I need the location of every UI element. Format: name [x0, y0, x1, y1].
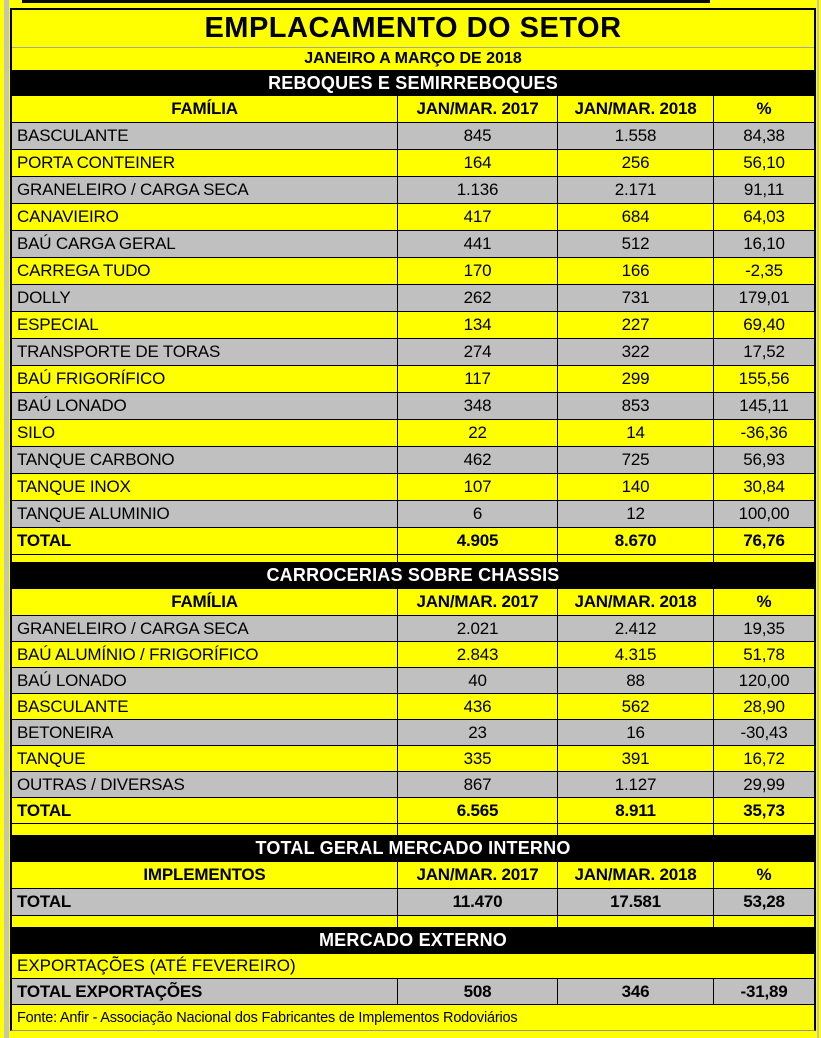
family-cell: CANAVIEIRO — [17, 207, 119, 226]
value-2018-cell: 322 — [557, 339, 713, 365]
column-header-percent: % — [713, 589, 814, 615]
section-carrocerias — [12, 562, 814, 823]
spacer-cell — [12, 916, 397, 927]
value-2018-cell: 88 — [557, 668, 713, 693]
table-row — [12, 149, 814, 176]
percent-cell: 91,11 — [713, 177, 814, 203]
column-header-row — [12, 861, 814, 888]
percent-cell: 179,01 — [713, 285, 814, 311]
family-cell: GRANELEIRO / CARGA SECA — [17, 618, 249, 638]
table-row — [12, 500, 814, 527]
percent-cell: 53,28 — [713, 889, 814, 915]
table-row — [12, 365, 814, 392]
total-label: TOTAL EXPORTAÇÕES — [17, 981, 203, 1001]
percent-cell: 155,56 — [713, 366, 814, 392]
page-title: EMPLACAMENTO DO SETOR — [204, 12, 622, 44]
percent-cell: 56,93 — [713, 447, 814, 473]
percent-cell: 69,40 — [713, 312, 814, 338]
value-2017-cell: 462 — [397, 447, 557, 473]
column-header-percent: % — [713, 862, 814, 888]
value-2018-cell: 14 — [557, 420, 713, 446]
percent-cell: 19,35 — [713, 616, 814, 641]
value-2018-cell: 140 — [557, 474, 713, 500]
value-2017-cell: 107 — [397, 474, 557, 500]
spacer-cell — [397, 555, 557, 562]
column-header-2018: JAN/MAR. 2018 — [557, 96, 713, 122]
table-row — [12, 122, 814, 149]
total-row — [12, 797, 814, 823]
value-2018-cell: 4.315 — [557, 642, 713, 667]
value-2018-cell: 17.581 — [557, 889, 713, 915]
family-cell: OUTRAS / DIVERSAS — [17, 774, 185, 794]
value-2018-cell: 391 — [557, 746, 713, 771]
table-row — [12, 667, 814, 693]
family-cell: SILO — [17, 423, 55, 442]
table-row — [12, 615, 814, 641]
value-2017-cell: 417 — [397, 204, 557, 230]
spacer-cell — [397, 916, 557, 927]
spacer-cell — [12, 824, 397, 835]
value-2017-cell: 164 — [397, 150, 557, 176]
value-2018-cell: 725 — [557, 447, 713, 473]
value-2018-cell: 227 — [557, 312, 713, 338]
percent-cell: 17,52 — [713, 339, 814, 365]
value-2017-cell: 845 — [397, 123, 557, 149]
value-2018-cell: 2.412 — [557, 616, 713, 641]
family-cell: TANQUE INOX — [17, 477, 131, 496]
value-2018-cell: 1.558 — [557, 123, 713, 149]
spacer-cell — [557, 824, 713, 835]
value-2017-cell: 262 — [397, 285, 557, 311]
value-2018-cell: 562 — [557, 694, 713, 719]
value-2017-cell: 4.905 — [397, 528, 557, 554]
family-cell: BAÚ LONADO — [17, 396, 127, 415]
percent-cell: 84,38 — [713, 123, 814, 149]
value-2018-cell: 512 — [557, 231, 713, 257]
family-cell: DOLLY — [17, 288, 71, 307]
percent-cell: 51,78 — [713, 642, 814, 667]
value-2017-cell: 23 — [397, 720, 557, 745]
spacer-cell — [713, 824, 814, 835]
spacer-row — [12, 915, 814, 927]
percent-cell: -31,89 — [713, 979, 814, 1004]
section-header: CARROCERIAS SOBRE CHASSIS — [12, 562, 814, 588]
value-2017-cell: 22 — [397, 420, 557, 446]
value-2017-cell: 11.470 — [397, 889, 557, 915]
family-cell: BAÚ LONADO — [17, 670, 127, 690]
table-row — [12, 719, 814, 745]
column-header-2017: JAN/MAR. 2017 — [397, 589, 557, 615]
value-2017-cell: 6 — [397, 501, 557, 527]
total-label: TOTAL — [17, 892, 72, 911]
section-header-mercado-externo: MERCADO EXTERNO — [12, 927, 814, 953]
value-2018-cell: 346 — [557, 979, 713, 1004]
percent-cell: 145,11 — [713, 393, 814, 419]
percent-cell: -2,35 — [713, 258, 814, 284]
spacer-cell — [713, 555, 814, 562]
section-header: REBOQUES E SEMIRREBOQUES — [12, 70, 814, 95]
percent-cell: 16,10 — [713, 231, 814, 257]
value-2017-cell: 867 — [397, 772, 557, 797]
value-2017-cell: 40 — [397, 668, 557, 693]
column-header-percent: % — [713, 96, 814, 122]
percent-cell: 29,99 — [713, 772, 814, 797]
column-header-2017: JAN/MAR. 2017 — [397, 96, 557, 122]
total-geral-row — [12, 888, 814, 915]
family-cell: ESPECIAL — [17, 315, 99, 334]
family-cell: TANQUE — [17, 748, 86, 768]
value-2017-cell: 508 — [397, 979, 557, 1004]
table-row — [12, 311, 814, 338]
exportacoes-note: EXPORTAÇÕES (ATÉ FEVEREIRO) — [12, 953, 814, 978]
value-2017-cell: 274 — [397, 339, 557, 365]
table-row — [12, 693, 814, 719]
total-row — [12, 527, 814, 554]
spacer-cell — [397, 824, 557, 835]
family-cell: BASCULANTE — [17, 126, 129, 145]
value-2017-cell: 117 — [397, 366, 557, 392]
percent-cell: -30,43 — [713, 720, 814, 745]
table-row — [12, 176, 814, 203]
section-header-total-geral: TOTAL GERAL MERCADO INTERNO — [12, 835, 814, 861]
value-2017-cell: 6.565 — [397, 798, 557, 823]
value-2017-cell: 441 — [397, 231, 557, 257]
report-table — [10, 8, 816, 1031]
page-subtitle: JANEIRO A MARÇO DE 2018 — [12, 47, 814, 70]
percent-cell: 100,00 — [713, 501, 814, 527]
spacer-cell — [12, 555, 397, 562]
column-header-2017: JAN/MAR. 2017 — [397, 862, 557, 888]
page-margin-line-left — [4, 0, 9, 1038]
family-cell: GRANELEIRO / CARGA SECA — [17, 180, 249, 199]
total-exportacoes-row — [12, 978, 814, 1004]
table-row — [12, 446, 814, 473]
percent-cell: 56,10 — [713, 150, 814, 176]
value-2018-cell: 2.171 — [557, 177, 713, 203]
table-row — [12, 641, 814, 667]
spacer-row — [12, 554, 814, 562]
table-row — [12, 771, 814, 797]
value-2018-cell: 299 — [557, 366, 713, 392]
value-2017-cell: 2.021 — [397, 616, 557, 641]
family-cell: BAÚ CARGA GERAL — [17, 234, 176, 253]
family-cell: BAÚ FRIGORÍFICO — [17, 369, 166, 388]
value-2018-cell: 16 — [557, 720, 713, 745]
family-cell: BASCULANTE — [17, 696, 129, 716]
value-2018-cell: 166 — [557, 258, 713, 284]
column-header-family: FAMÍLIA — [171, 99, 238, 118]
family-cell: BETONEIRA — [17, 722, 114, 742]
percent-cell: 64,03 — [713, 204, 814, 230]
table-row — [12, 392, 814, 419]
value-2017-cell: 2.843 — [397, 642, 557, 667]
family-cell: PORTA CONTEINER — [17, 153, 175, 172]
column-header-2018: JAN/MAR. 2018 — [557, 862, 713, 888]
column-header-2018: JAN/MAR. 2018 — [557, 589, 713, 615]
value-2017-cell: 436 — [397, 694, 557, 719]
value-2017-cell: 348 — [397, 393, 557, 419]
table-row — [12, 338, 814, 365]
percent-cell: 16,72 — [713, 746, 814, 771]
family-cell: TANQUE CARBONO — [17, 450, 175, 469]
percent-cell: -36,36 — [713, 420, 814, 446]
column-header-row — [12, 588, 814, 615]
table-row — [12, 473, 814, 500]
value-2018-cell: 256 — [557, 150, 713, 176]
value-2018-cell: 684 — [557, 204, 713, 230]
percent-cell: 28,90 — [713, 694, 814, 719]
footer-source: Fonte: Anfir - Associação Nacional dos Fabricantes de Implementos Rodoviários — [12, 1004, 814, 1030]
spacer-cell — [557, 555, 713, 562]
family-cell: TANQUE ALUMINIO — [17, 504, 170, 523]
value-2018-cell: 1.127 — [557, 772, 713, 797]
percent-cell: 35,73 — [713, 798, 814, 823]
page-margin-line-right — [817, 0, 819, 1038]
table-row — [12, 230, 814, 257]
value-2017-cell: 335 — [397, 746, 557, 771]
value-2017-cell: 1.136 — [397, 177, 557, 203]
column-header-family: FAMÍLIA — [171, 592, 238, 611]
family-cell: CARREGA TUDO — [17, 261, 151, 280]
spacer-row — [12, 823, 814, 835]
table-row — [12, 745, 814, 771]
percent-cell: 76,76 — [713, 528, 814, 554]
value-2018-cell: 8.670 — [557, 528, 713, 554]
section-reboques — [12, 70, 814, 554]
total-label: TOTAL — [17, 531, 72, 550]
percent-cell: 30,84 — [713, 474, 814, 500]
total-label: TOTAL — [17, 800, 72, 820]
spacer-cell — [713, 916, 814, 927]
value-2017-cell: 170 — [397, 258, 557, 284]
value-2018-cell: 853 — [557, 393, 713, 419]
value-2018-cell: 12 — [557, 501, 713, 527]
spacer-cell — [557, 916, 713, 927]
table-row — [12, 203, 814, 230]
value-2017-cell: 134 — [397, 312, 557, 338]
table-row — [12, 284, 814, 311]
value-2018-cell: 731 — [557, 285, 713, 311]
column-header-row — [12, 95, 814, 122]
table-row — [12, 257, 814, 284]
family-cell: TRANSPORTE DE TORAS — [17, 342, 221, 361]
table-row — [12, 419, 814, 446]
column-header-implementos: IMPLEMENTOS — [143, 865, 266, 884]
value-2018-cell: 8.911 — [557, 798, 713, 823]
family-cell: BAÚ ALUMÍNIO / FRIGORÍFICO — [17, 644, 259, 664]
percent-cell: 120,00 — [713, 668, 814, 693]
page-top-border-line — [22, 0, 710, 3]
